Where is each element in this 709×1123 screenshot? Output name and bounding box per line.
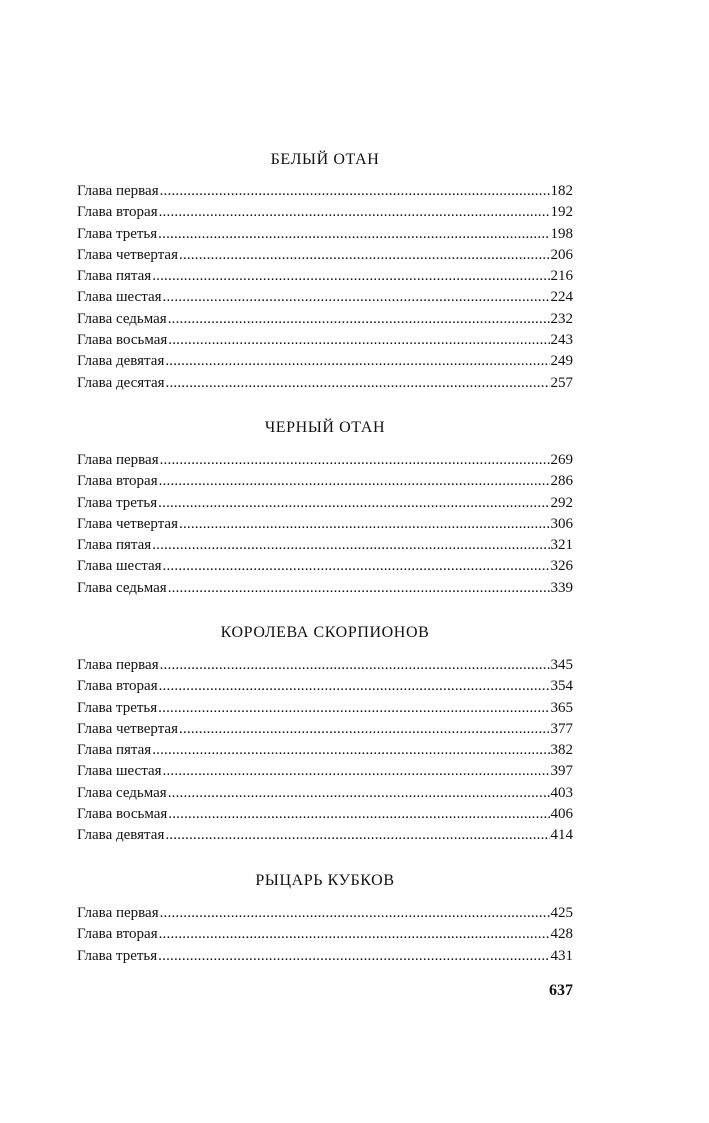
toc-entry-page-number: 232 — [550, 310, 573, 327]
dot-leader — [159, 471, 550, 492]
toc-entry-label: Глава третья — [77, 494, 158, 511]
toc-entry-page-number: 206 — [550, 246, 573, 263]
dot-leader — [158, 698, 549, 719]
toc-entry-label: Глава пятая — [77, 537, 152, 554]
toc-entry[interactable] — [77, 535, 573, 556]
toc-entry-label: Глава четвертая — [77, 515, 178, 532]
toc-entry-label: Глава вторая — [77, 926, 158, 943]
toc-entry-page-number: 365 — [550, 699, 573, 716]
toc-entry[interactable] — [77, 946, 573, 967]
toc-section-belyi-otan — [77, 150, 573, 391]
toc-entry[interactable] — [77, 450, 573, 471]
dot-leader — [152, 266, 549, 287]
toc-entry-page-number: 249 — [550, 353, 573, 370]
dot-leader — [158, 493, 549, 514]
dot-leader — [159, 924, 550, 945]
toc-entry-page-number: 414 — [550, 827, 573, 844]
toc-entry[interactable] — [77, 266, 573, 287]
toc-entry[interactable] — [77, 224, 573, 245]
dot-leader — [168, 330, 549, 351]
dot-leader — [165, 351, 549, 372]
toc-entry[interactable] — [77, 309, 573, 330]
toc-entry[interactable] — [77, 804, 573, 825]
toc-section-rytsar-kubkov — [77, 871, 573, 964]
dot-leader — [152, 740, 549, 761]
toc-entry[interactable] — [77, 287, 573, 308]
section-title: БЕЛЫЙ ОТАН — [270, 151, 380, 168]
toc-entry-page-number: 354 — [550, 678, 573, 695]
toc-section-chernyi-otan — [77, 418, 573, 596]
dot-leader — [168, 804, 549, 825]
toc-entry[interactable] — [77, 719, 573, 740]
dot-leader — [168, 309, 550, 330]
toc-entry-label: Глава пятая — [77, 268, 152, 285]
toc-entry-label: Глава вторая — [77, 204, 158, 221]
dot-leader — [159, 202, 550, 223]
section-title: РЫЦАРЬ КУБКОВ — [255, 872, 395, 889]
toc-entry-label: Глава четвертая — [77, 246, 178, 263]
toc-entry-page-number: 377 — [550, 720, 573, 737]
toc-entry-label: Глава пятая — [77, 742, 152, 759]
toc-entry-page-number: 345 — [550, 657, 573, 673]
toc-entry-page-number: 339 — [550, 579, 573, 596]
toc-entry-label: Глава восьмая — [77, 332, 168, 349]
toc-entry-page-number: 292 — [550, 494, 573, 511]
dot-leader — [160, 181, 550, 202]
toc-list — [77, 655, 573, 847]
dot-leader — [168, 783, 550, 804]
toc-entry-label: Глава первая — [77, 905, 159, 921]
toc-entry-label: Глава третья — [77, 225, 158, 242]
toc-entry-page-number: 321 — [550, 537, 573, 554]
toc-entry-label: Глава четвертая — [77, 720, 178, 737]
toc-entry[interactable] — [77, 740, 573, 761]
toc-entry-label: Глава первая — [77, 183, 159, 199]
toc-entry-page-number: 198 — [550, 225, 573, 242]
toc-entry-page-number: 286 — [550, 473, 573, 490]
toc-entry-page-number: 326 — [550, 558, 573, 575]
toc-entry-label: Глава вторая — [77, 473, 158, 490]
toc-entry[interactable] — [77, 761, 573, 782]
dot-leader — [179, 719, 550, 740]
toc-entry-label: Глава седьмая — [77, 579, 167, 596]
toc-entry-page-number: 406 — [550, 806, 573, 823]
toc-entry-page-number: 382 — [550, 742, 573, 759]
toc-entry-label: Глава девятая — [77, 353, 165, 370]
toc-entry[interactable] — [77, 202, 573, 223]
dot-leader — [163, 761, 550, 782]
toc-entry[interactable] — [77, 578, 573, 599]
toc-entry-label: Глава вторая — [77, 678, 158, 695]
toc-entry-label: Глава третья — [77, 699, 158, 716]
page-number: 637 — [549, 982, 573, 999]
toc-entry-page-number: 428 — [550, 926, 573, 943]
toc-entry-label: Глава десятая — [77, 374, 165, 391]
toc-entry[interactable] — [77, 245, 573, 266]
dot-leader — [179, 514, 550, 535]
toc-entry-label: Глава седьмая — [77, 784, 167, 801]
dot-leader — [166, 373, 550, 394]
toc-entry-label: Глава шестая — [77, 763, 162, 780]
dot-leader — [165, 825, 549, 846]
toc-entry-page-number: 224 — [550, 289, 573, 306]
toc-entry[interactable] — [77, 181, 573, 202]
toc-entry[interactable] — [77, 655, 573, 676]
toc-entry[interactable] — [77, 698, 573, 719]
dot-leader — [179, 245, 550, 266]
toc-entry[interactable] — [77, 330, 573, 351]
toc-entry-page-number: 269 — [550, 452, 573, 468]
toc-entry-page-number: 192 — [550, 204, 573, 221]
toc-entry-label: Глава девятая — [77, 827, 165, 844]
toc-list — [77, 450, 573, 599]
toc-entry-label: Глава третья — [77, 947, 158, 964]
toc-entry[interactable] — [77, 903, 573, 924]
toc-entry-page-number: 425 — [550, 905, 573, 921]
section-title: КОРОЛЕВА СКОРПИОНОВ — [220, 624, 430, 641]
toc-entry-label: Глава шестая — [77, 289, 162, 306]
dot-leader — [158, 946, 549, 967]
dot-leader — [152, 535, 549, 556]
toc-entry-page-number: 182 — [550, 183, 573, 199]
toc-entry-label: Глава восьмая — [77, 806, 168, 823]
toc-entry-page-number: 431 — [550, 947, 573, 964]
toc-section-koroleva-skorpionov — [77, 623, 573, 844]
toc-entry-label: Глава шестая — [77, 558, 162, 575]
section-title: ЧЕРНЫЙ ОТАН — [264, 419, 386, 436]
dot-leader — [163, 287, 550, 308]
toc-entry[interactable] — [77, 825, 573, 846]
toc-entry-label: Глава седьмая — [77, 310, 167, 327]
toc-entry[interactable] — [77, 676, 573, 697]
toc-entry-label: Глава первая — [77, 452, 159, 468]
dot-leader — [160, 655, 550, 676]
toc-list — [77, 903, 573, 967]
dot-leader — [160, 903, 550, 924]
toc-entry-page-number: 306 — [550, 515, 573, 532]
toc-entry-page-number: 243 — [550, 332, 573, 349]
toc-entry-label: Глава первая — [77, 657, 159, 673]
toc-entry[interactable] — [77, 351, 573, 372]
dot-leader — [168, 578, 550, 599]
toc-entry-page-number: 216 — [550, 268, 573, 285]
toc-entry[interactable] — [77, 783, 573, 804]
toc-entry-page-number: 257 — [550, 374, 573, 391]
toc-entry-page-number: 397 — [550, 763, 573, 780]
toc-entry[interactable] — [77, 471, 573, 492]
toc-entry-page-number: 403 — [550, 784, 573, 801]
toc-entry[interactable] — [77, 493, 573, 514]
toc-list — [77, 181, 573, 394]
dot-leader — [160, 450, 550, 471]
toc-entry[interactable] — [77, 924, 573, 945]
dot-leader — [158, 224, 549, 245]
dot-leader — [159, 676, 550, 697]
dot-leader — [163, 556, 550, 577]
toc-entry[interactable] — [77, 373, 573, 394]
toc-entry[interactable] — [77, 556, 573, 577]
toc-entry[interactable] — [77, 514, 573, 535]
